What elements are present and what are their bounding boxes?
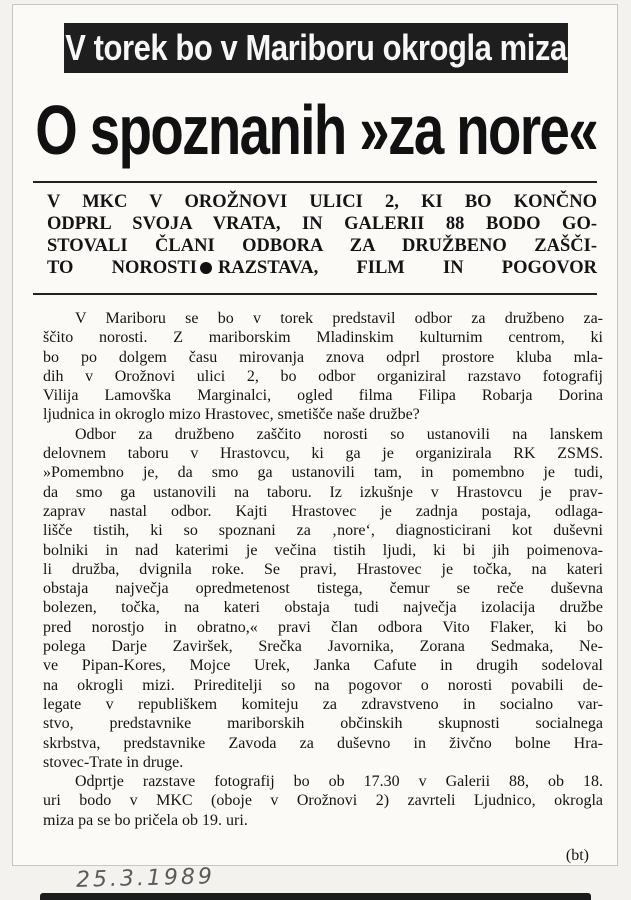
body-line: bolniki in nad katerimi je večina tistih ljudi, ki bi jih poimenova- bbox=[43, 541, 603, 559]
lead-line-part: RAZSTAVA, FILM IN POGOVOR bbox=[217, 258, 597, 278]
bullet-icon bbox=[200, 262, 212, 274]
body-line: ve Pipan-Kores, Mojce Urek, Janka Cafute in drugih sodeloval bbox=[43, 657, 603, 675]
handwritten-date: 25.3.1989 bbox=[75, 864, 216, 893]
body-line: pred norostjo in obratno,« pravi član odbora Vito Flaker, ki bo bbox=[43, 618, 603, 636]
kicker-text: V torek bo v Mariboru okrogla miza bbox=[65, 27, 567, 68]
lead-paragraph bbox=[47, 191, 597, 279]
body-line: polega Darje Zaviršek, Srečka Javornika, Zorana Sedmaka, Ne- bbox=[43, 638, 603, 656]
headline-text: O spoznanih »za nore« bbox=[35, 91, 597, 169]
lead-line: V MKC V OROŽNOVI ULICI 2, KI BO KONČNO bbox=[47, 192, 597, 212]
body-line: uri bodo v MKC (oboje v Orožnovi 2) zavrteli Ljudnico, okrogla bbox=[43, 792, 603, 810]
lead-line-final bbox=[47, 257, 597, 279]
body-line: stovec-Trate in druge. bbox=[43, 753, 184, 771]
lead-line: STOVALI ČLANI ODBORA ZA DRUŽBENO ZAŠČI- bbox=[47, 236, 597, 256]
body-line: »Pomembno je, da smo ga ustanovili tam, in pomembno je tudi, bbox=[43, 464, 603, 482]
lead-line-part: TO NOROSTI bbox=[47, 258, 197, 278]
lead-line: ODPRL SVOJA VRATA, IN GALERII 88 BODO GO- bbox=[47, 214, 597, 234]
body-line: lišče tistih, ki so spoznani za ‚nore‘, diagnosticirani kot duševni bbox=[43, 522, 603, 540]
body-line: legate v republiškem komiteju za zdravstveno in socialno var- bbox=[43, 695, 603, 713]
headline bbox=[13, 85, 619, 175]
body-line: delovnem taboru v Hrastovcu, ki ga je organizirala RK ZSMS. bbox=[43, 445, 603, 463]
body-line: miza pa se bo pričela ob 19. uri. bbox=[43, 811, 248, 829]
body-line: zaprav nastal odbor. Kajti Hrastovec je zadnja postaja, odlaga- bbox=[43, 502, 603, 520]
body-line: stvo, predstavnike mariborskih občinskih skupnosti socialnega bbox=[43, 715, 603, 733]
author-signature: (bt) bbox=[565, 847, 589, 864]
article-body bbox=[43, 309, 603, 830]
body-line: dih v Orožnovi ulici 2, bo odbor organiziral razstavo fotografij bbox=[43, 367, 603, 385]
body-line: V Mariboru se bo v torek predstavil odbor za družbeno za- bbox=[75, 310, 603, 327]
next-article-edge bbox=[40, 893, 591, 900]
body-line: da smo ga ustanovili na taboru. Iz izkušnje v Hrastovcu je prav- bbox=[43, 483, 603, 501]
body-line: Odbor za družbeno zaščito norosti so ustanovili na lanskem bbox=[75, 425, 603, 443]
body-line: ljudnica in okroglo mizo Hrastovec, smetišče naše družbe? bbox=[43, 406, 420, 424]
body-line: na okrogli mizi. Prireditelji so na pogovor o norosti povabili de- bbox=[43, 676, 603, 694]
body-line: Odprtje razstave fotografij bo ob 17.30 v Galerii 88, ob 18. bbox=[75, 773, 603, 791]
divider-bottom bbox=[33, 293, 597, 295]
body-line: bolezen, točka, na kateri obstaja tudi največja izolacija družbe bbox=[43, 599, 603, 617]
divider-top bbox=[33, 181, 597, 183]
kicker-banner bbox=[64, 23, 568, 73]
body-line: bo po dolgem času mirovanja znova odprl prostore kluba mla- bbox=[43, 348, 603, 366]
body-line: ščito norosti. Z mariborskim Mladinskim kulturnim centrom, ki bbox=[43, 329, 603, 347]
body-line: Vilija Lamovška Marginalci, ogled filma Filipa Robarja Dorina bbox=[43, 387, 603, 405]
body-line: obstaja največja opredmetenost tistega, čemur se reče duševna bbox=[43, 580, 603, 598]
newspaper-clipping bbox=[12, 4, 618, 866]
body-line: li družba, dvignila roke. Se pravi, Hrastovec je točka, na kateri bbox=[43, 560, 603, 578]
body-line: skrbstva, predstavnike Zavoda za duševno in živčno bolne Hra- bbox=[43, 734, 603, 752]
